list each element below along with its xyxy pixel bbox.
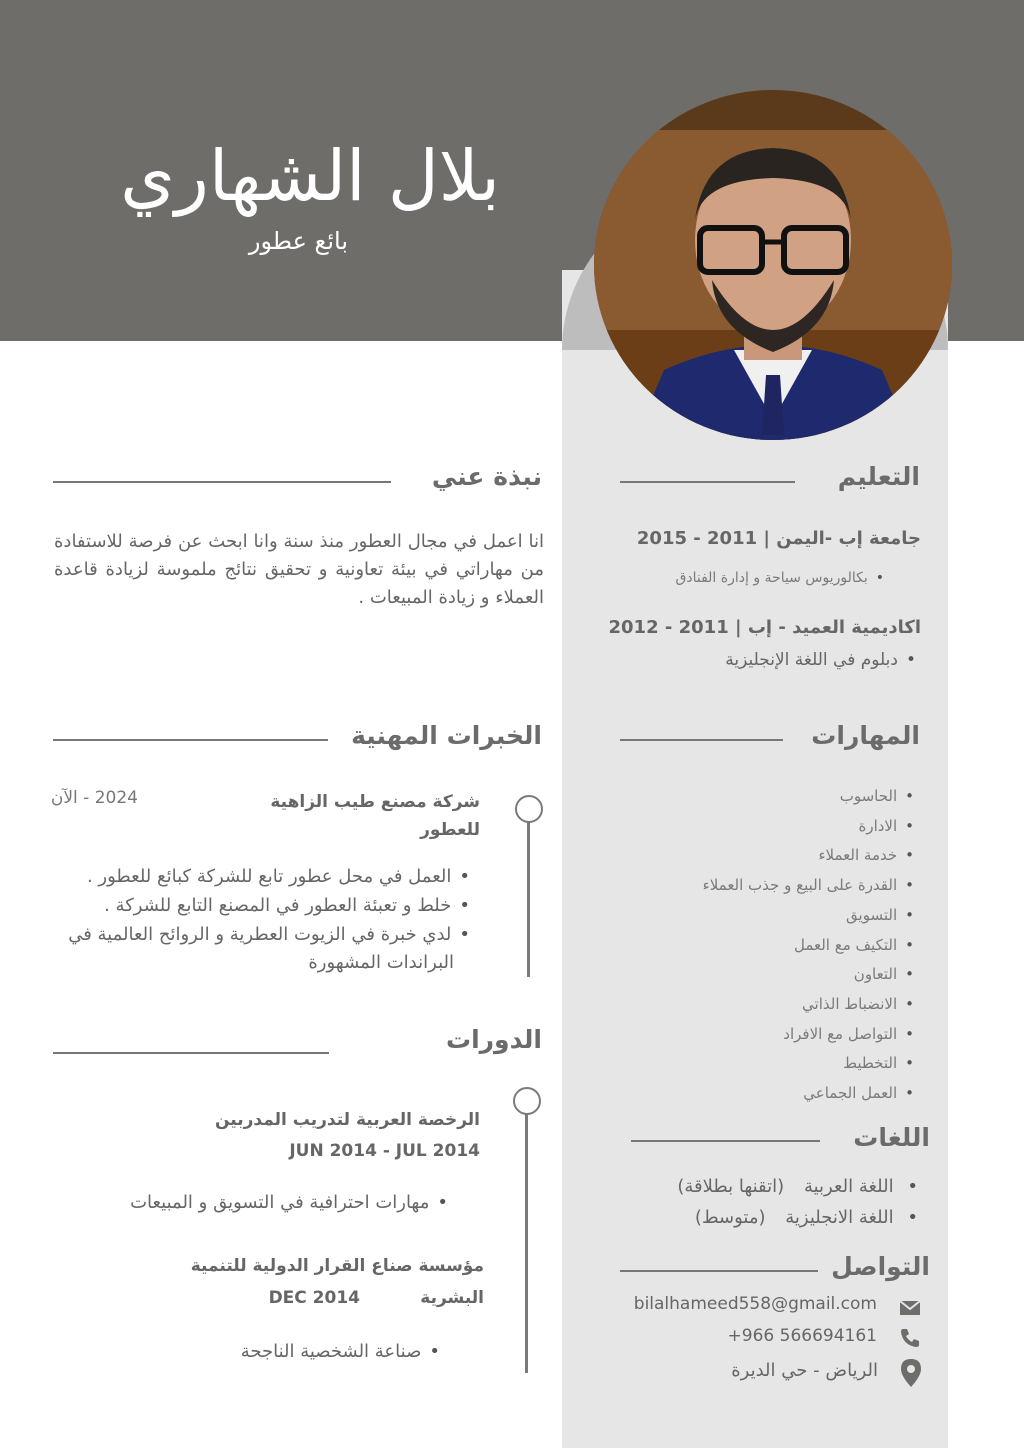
language-2-level: (متوسط) (694, 1207, 766, 1228)
experience-timeline-dot (515, 795, 543, 823)
course-1-org: الرخصة العربية لتدريب المدربين (214, 1110, 480, 1130)
languages-divider (631, 1140, 820, 1142)
course-2-org-line1: مؤسسة صناع القرار الدولية للتنمية (190, 1256, 484, 1276)
education-entry-1-heading: جامعة إب -اليمن | 2011 - 2015 (636, 528, 921, 549)
job-title: بائع عطور (248, 227, 348, 255)
contact-email[interactable]: bilalhameed558@gmail.com (633, 1294, 877, 1314)
courses-title: الدورات (445, 1025, 542, 1054)
skill-item: • العمل الجماعي (803, 1084, 914, 1102)
person-name: بلال الشهاري (120, 135, 500, 217)
about-title: نبذة عني (431, 462, 542, 491)
skill-item: • التخطيط (843, 1054, 914, 1072)
skills-divider (620, 739, 783, 741)
language-1-level: (اتقنها بطلاقة) (677, 1176, 785, 1197)
skill-item: • التكيف مع العمل (794, 936, 914, 954)
education-entry-2-detail: • دبلوم في اللغة الإنجليزية (725, 650, 916, 670)
skill-item: • التواصل مع الافراد (783, 1025, 914, 1043)
experience-company-line2: للعطور (420, 820, 480, 840)
contact-phone[interactable]: +966 566694161 (727, 1326, 877, 1346)
courses-timeline-line (525, 1113, 528, 1373)
language-1 (677, 1176, 918, 1197)
contact-address: الرياض - حي الديرة (731, 1360, 878, 1381)
language-1-name: اللغة العربية (803, 1176, 894, 1197)
education-title: التعليم (837, 462, 920, 491)
language-2 (695, 1207, 918, 1228)
contact-title: التواصل (831, 1252, 930, 1281)
education-entry-1-detail: • بكالوريوس سياحة و إدارة الفنادق (675, 570, 884, 586)
language-2-name: اللغة الانجليزية (785, 1207, 894, 1228)
course-2-date: DEC 2014 (268, 1288, 360, 1308)
skill-item: • التعاون (854, 965, 914, 983)
experience-task-2: • خلط و تعبئة العطور في المصنع التابع للشركة . (104, 895, 470, 916)
skill-item: • الادارة (858, 817, 914, 835)
experience-divider (53, 739, 328, 741)
courses-divider (53, 1052, 329, 1054)
experience-timeline-line (527, 821, 530, 977)
contact-divider (620, 1270, 818, 1272)
skills-title: المهارات (811, 721, 920, 750)
education-divider (620, 481, 795, 483)
education-entry-2-heading: اكاديمية العميد - إب | 2011 - 2012 (608, 617, 921, 638)
experience-task-3: • لدي خبرة في الزيوت العطرية و الروائح العالمية في (68, 924, 470, 945)
skill-item: • التسويق (846, 906, 914, 924)
experience-task-3-continued: البراندات المشهورة (308, 952, 454, 973)
skill-item: • الانضباط الذاتي (802, 995, 914, 1013)
languages-title: اللغات (853, 1123, 930, 1152)
skill-item: • القدرة على البيع و جذب العملاء (703, 876, 914, 894)
course-1-detail: • مهارات احترافية في التسويق و المبيعات (130, 1192, 448, 1213)
course-2-org-line2: البشرية (420, 1288, 484, 1308)
experience-task-1: • العمل في محل عطور تابع للشركة كبائع للعطور . (87, 866, 470, 887)
about-text: انا اعمل في مجال العطور منذ سنة وانا ابحث عن فرصة للاستفادة من مهاراتي في بيئة تعاونية و تحقيق نتائج ملموسة لزيادة قاعدة العملاء و زيادة المبيعات . (54, 531, 544, 608)
course-1-date: JUN 2014 - JUL 2014 (289, 1141, 480, 1161)
skill-item: • الحاسوب (840, 787, 914, 805)
experience-title: الخبرات المهنية (351, 721, 542, 750)
location-pin-icon (899, 1358, 923, 1388)
course-2-detail: • صناعة الشخصية الناجحة (241, 1341, 440, 1362)
experience-company-line1: شركة مصنع طيب الزاهية (270, 792, 480, 812)
profile-photo (594, 90, 952, 440)
phone-icon (898, 1326, 922, 1350)
about-divider (53, 481, 391, 483)
courses-timeline-dot (513, 1087, 541, 1115)
skill-item: • خدمة العملاء (819, 846, 915, 864)
envelope-icon (898, 1296, 922, 1320)
experience-period: 2024 - الآن (50, 788, 138, 808)
